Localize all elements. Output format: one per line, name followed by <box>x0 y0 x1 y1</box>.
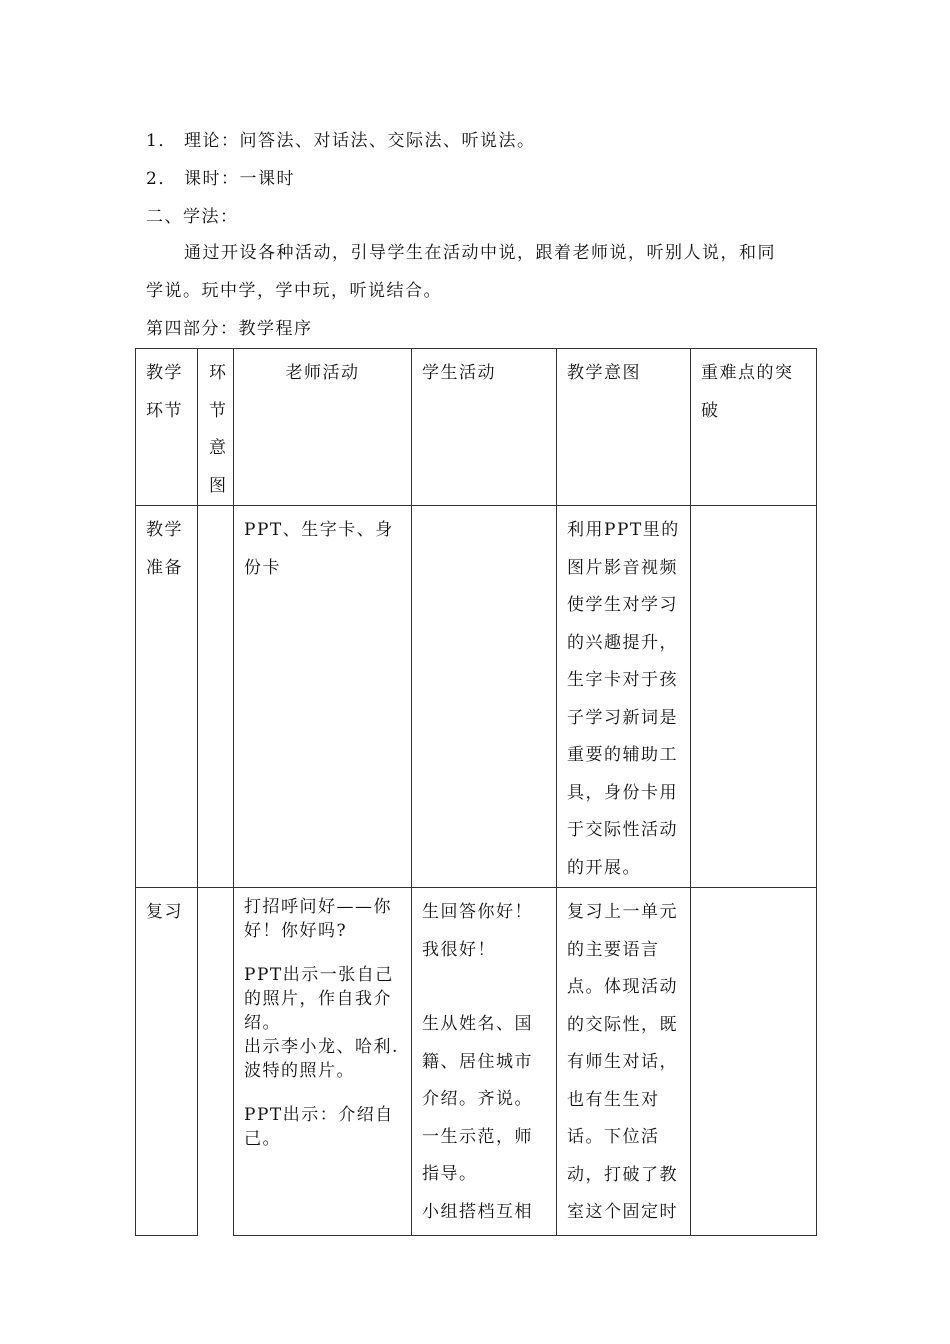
class-hours-text: 课时：一课时 <box>184 169 295 189</box>
cell-student-prep <box>412 506 557 888</box>
theory-text: 理论：问答法、对话法、交际法、听说法。 <box>184 131 536 151</box>
teacher-greeting: 打招呼问好——你好！你好吗? <box>244 897 392 941</box>
cell-intent-prep <box>198 506 234 888</box>
header-stage: 教学环节 <box>136 349 198 506</box>
section-heading-part-four: 第四部分：教学程序 <box>146 319 313 339</box>
cell-student-review <box>412 888 557 1236</box>
list-number: 2． <box>146 169 177 189</box>
cell-intent-review <box>198 888 234 1236</box>
teacher-show-photos: 出示李小龙、哈利.波特的照片。 <box>244 1037 399 1081</box>
student-demo: 一生示范，师指导。 <box>422 1126 533 1184</box>
table-row-review <box>136 888 817 1236</box>
cell-purpose-review: 复习上一单元的主要语言点。体现活动的交际性，既有师生对话，也有生生对话。下位活动，打破了教室这个固定时 <box>557 888 691 1236</box>
list-number: 1． <box>146 131 177 151</box>
table-header-row <box>136 349 817 506</box>
paragraph-line-1: 通过开设各种活动，引导学生在活动中说，跟着老师说，听别人说，和同 <box>184 243 776 263</box>
list-item-theory <box>146 126 536 151</box>
header-student-activity: 学生活动 <box>412 349 557 506</box>
student-introduce: 生从姓名、国籍、居住城市介绍。齐说。 <box>422 1014 533 1109</box>
header-intent: 环节意图 <box>198 349 234 506</box>
table-row-preparation <box>136 506 817 888</box>
cell-breakthrough-prep <box>691 506 817 888</box>
section-heading-learning-method: 二、学法： <box>146 207 239 227</box>
teaching-procedure-table <box>135 348 817 1236</box>
cell-stage-review: 复习 <box>136 888 198 1236</box>
cell-teacher-review <box>234 888 412 1236</box>
header-breakthrough: 重难点的突破 <box>691 349 817 506</box>
teacher-ppt-intro: PPT出示：介绍自己。 <box>244 1105 394 1149</box>
header-teacher-activity: 老师活动 <box>234 349 412 506</box>
cell-breakthrough-review <box>691 888 817 1236</box>
cell-teacher-prep: PPT、生字卡、身份卡 <box>234 506 412 888</box>
list-item-class-hours <box>146 164 295 189</box>
paragraph-line-2: 学说。玩中学，学中玩，听说结合。 <box>146 281 442 301</box>
cell-stage-prep: 教学准备 <box>136 506 198 888</box>
header-teaching-purpose: 教学意图 <box>557 349 691 506</box>
cell-purpose-prep: 利用PPT里的图片影音视频使学生对学习的兴趣提升，生字卡对于孩子学习新词是重要的辅助工具，身份卡用于交际性活动的开展。 <box>557 506 691 888</box>
student-pair-work: 小组搭档互相 <box>422 1201 533 1222</box>
teacher-self-intro: PPT出示一张自己的照片，作自我介绍。 <box>244 965 394 1033</box>
student-answer: 生回答你好！我很好！ <box>422 902 533 960</box>
